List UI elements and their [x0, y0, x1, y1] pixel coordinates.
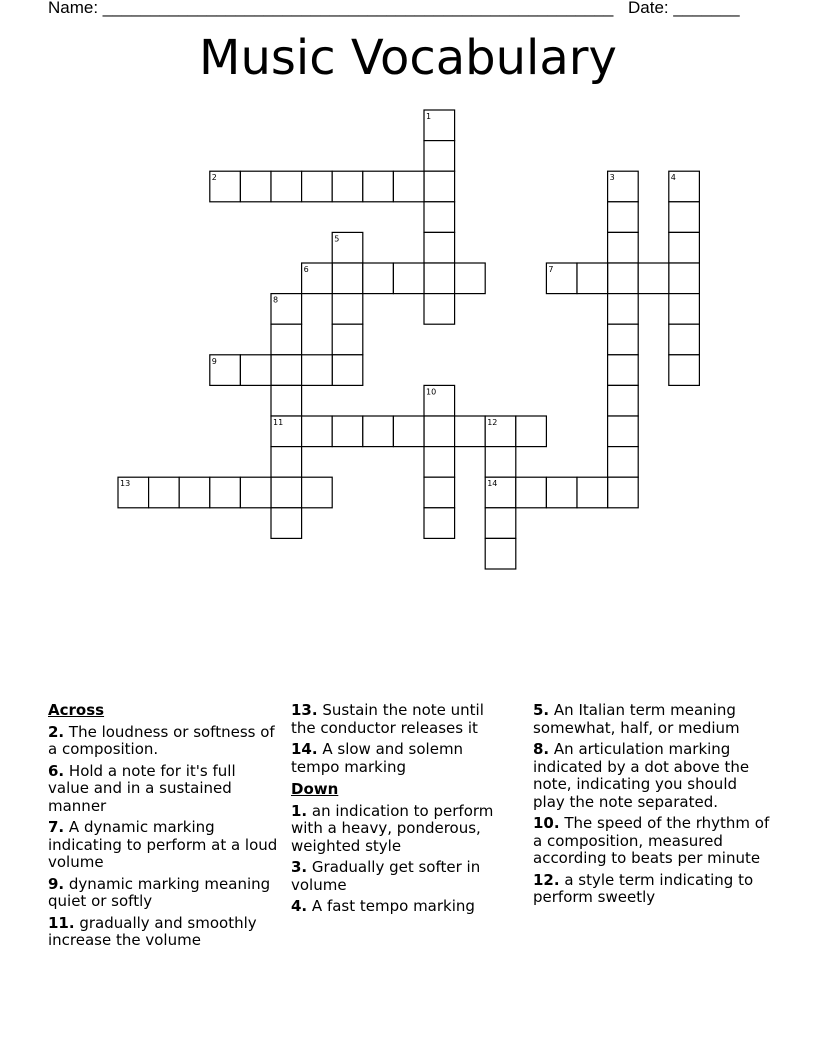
clue-number: 6. — [48, 761, 65, 780]
grid-cell[interactable] — [393, 416, 424, 447]
grid-cell[interactable] — [669, 202, 700, 233]
clue-number: 7. — [48, 818, 65, 836]
grid-cell[interactable] — [271, 171, 302, 202]
clues-column-3 — [533, 702, 773, 911]
down-heading: Down — [291, 780, 339, 798]
down-clue-list-continued — [533, 702, 773, 907]
grid-cell[interactable] — [424, 202, 455, 233]
clue-text: A dynamic marking indicating to perform at a loud volume — [48, 818, 278, 871]
clue-item — [48, 724, 280, 759]
grid-cell[interactable] — [485, 538, 516, 569]
grid-cell[interactable] — [393, 263, 424, 294]
clue-item — [533, 872, 773, 907]
grid-cell[interactable] — [485, 447, 516, 478]
clue-text: The speed of the rhythm of a composition, measured according to beats per minute — [533, 814, 770, 867]
clues-column-1 — [48, 702, 280, 954]
clue-text: Sustain the note until the conductor releases it — [291, 701, 484, 737]
grid-cell[interactable] — [424, 477, 455, 508]
across-clue-list — [48, 724, 280, 950]
grid-cell[interactable] — [271, 508, 302, 539]
grid-cell[interactable] — [332, 355, 363, 386]
clue-number: 4. — [291, 897, 308, 915]
grid-cell[interactable] — [608, 416, 639, 447]
clue-number: 1. — [291, 801, 308, 820]
grid-cell[interactable] — [271, 477, 302, 508]
clue-item — [291, 702, 513, 737]
grid-cell[interactable] — [577, 263, 608, 294]
grid-cell[interactable] — [149, 477, 180, 508]
grid-cell[interactable] — [455, 416, 486, 447]
cell-number: 11 — [273, 418, 284, 427]
grid-cell[interactable] — [302, 355, 333, 386]
grid-cell[interactable] — [302, 477, 333, 508]
grid-cell[interactable] — [332, 263, 363, 294]
clue-text: An articulation marking indicated by a dot above the note, indicating you should play the note separated. — [533, 740, 750, 811]
cell-number: 1 — [426, 112, 432, 121]
grid-cell[interactable] — [271, 385, 302, 416]
grid-cell[interactable] — [271, 447, 302, 478]
grid-cell[interactable] — [669, 263, 700, 294]
grid-cell[interactable] — [608, 232, 639, 263]
clue-item — [48, 819, 280, 872]
grid-cell[interactable] — [424, 171, 455, 202]
clue-item — [48, 915, 280, 950]
down-clue-list — [291, 803, 513, 916]
clue-text: A slow and solemn tempo marking — [291, 740, 464, 776]
clue-number: 9. — [48, 874, 65, 893]
grid-cell[interactable] — [608, 263, 639, 294]
name-field-label: Name: ______________________________________________________ — [48, 0, 614, 17]
grid-cell[interactable] — [424, 294, 455, 325]
grid-cell[interactable] — [638, 263, 669, 294]
clue-item — [291, 859, 513, 894]
grid-cell[interactable] — [271, 355, 302, 386]
clue-text: dynamic marking meaning quiet or softly — [48, 874, 271, 910]
grid-cell[interactable] — [455, 263, 486, 294]
across-heading: Across — [48, 701, 105, 719]
clue-item — [48, 763, 280, 816]
grid-cell[interactable] — [608, 447, 639, 478]
clue-text: A fast tempo marking — [307, 897, 475, 915]
cell-number: 9 — [211, 356, 217, 366]
grid-cell[interactable] — [516, 477, 547, 508]
cell-number: 7 — [548, 265, 554, 274]
cell-number: 13 — [120, 479, 131, 489]
clue-text: Gradually get softer in volume — [291, 858, 481, 894]
clue-number: 11. — [48, 913, 75, 932]
grid-cell[interactable] — [332, 171, 363, 202]
cell-number: 8 — [273, 295, 279, 305]
clue-number: 8. — [533, 740, 550, 758]
grid-cell[interactable] — [393, 171, 424, 202]
clues-column-2 — [291, 702, 513, 920]
grid-cell[interactable] — [608, 477, 639, 508]
grid-cell[interactable] — [240, 355, 271, 386]
grid-cell[interactable] — [608, 355, 639, 386]
grid-cell[interactable] — [608, 294, 639, 325]
grid-cell[interactable] — [363, 263, 394, 294]
cell-number: 3 — [609, 173, 615, 183]
clue-text: an indication to perform with a heavy, ponderous, weighted style — [291, 801, 494, 855]
cell-number: 12 — [487, 418, 498, 427]
grid-cell[interactable] — [669, 355, 700, 386]
grid-cell[interactable] — [271, 324, 302, 355]
clue-number: 14. — [291, 740, 318, 758]
clue-number: 3. — [291, 858, 308, 876]
cell-number: 4 — [670, 173, 676, 183]
grid-cell[interactable] — [485, 508, 516, 539]
clue-text: a style term indicating to perform sweetly — [533, 870, 754, 906]
clue-number: 12. — [533, 870, 560, 889]
clue-number: 10. — [533, 814, 560, 832]
grid-cell[interactable] — [332, 324, 363, 355]
grid-cell[interactable] — [424, 263, 455, 294]
clue-number: 13. — [291, 701, 318, 719]
cell-number: 2 — [211, 173, 217, 183]
grid-cell[interactable] — [363, 171, 394, 202]
clue-text: The loudness or softness of a composition. — [48, 722, 275, 758]
clue-text: gradually and smoothly increase the volume — [48, 913, 257, 949]
grid-cell[interactable] — [608, 202, 639, 233]
grid-cell[interactable] — [669, 324, 700, 355]
grid-cell[interactable] — [179, 477, 210, 508]
clue-item — [291, 741, 513, 776]
page-title: Music Vocabulary — [199, 30, 617, 86]
grid-cell[interactable] — [546, 477, 577, 508]
grid-cell[interactable] — [669, 294, 700, 325]
cell-number: 5 — [334, 234, 340, 244]
clue-number: 2. — [48, 722, 65, 741]
grid-cell[interactable] — [332, 416, 363, 447]
cell-number: 10 — [426, 387, 437, 397]
clue-item — [533, 815, 773, 868]
grid-cell[interactable] — [577, 477, 608, 508]
date-field-label: Date: _______ — [628, 0, 740, 17]
clue-item — [533, 741, 773, 811]
grid-cell[interactable] — [240, 171, 271, 202]
grid-cell[interactable] — [302, 171, 333, 202]
cell-number: 6 — [303, 265, 309, 274]
grid-cell[interactable] — [424, 447, 455, 478]
clue-number: 5. — [533, 701, 550, 719]
grid-cell[interactable] — [240, 477, 271, 508]
grid-cell[interactable] — [669, 232, 700, 263]
grid-cell[interactable] — [302, 416, 333, 447]
grid-cell[interactable] — [608, 385, 639, 416]
across-clue-list-continued — [291, 702, 513, 776]
clue-text: An Italian term meaning somewhat, half, or medium — [533, 701, 740, 737]
clue-text: Hold a note for it's full value and in a sustained manner — [48, 761, 236, 815]
grid-cell[interactable] — [424, 141, 455, 172]
clue-item — [48, 876, 280, 911]
grid-cell[interactable] — [424, 416, 455, 447]
cell-number: 14 — [487, 479, 498, 489]
clue-item — [533, 702, 773, 737]
grid-cell[interactable] — [332, 294, 363, 325]
grid-cell[interactable] — [516, 416, 547, 447]
grid-cell[interactable] — [424, 508, 455, 539]
grid-cell[interactable] — [363, 416, 394, 447]
grid-cell[interactable] — [424, 232, 455, 263]
clue-item — [291, 898, 513, 916]
grid-cell[interactable] — [210, 477, 241, 508]
grid-cell[interactable] — [608, 324, 639, 355]
clue-item — [291, 803, 513, 856]
